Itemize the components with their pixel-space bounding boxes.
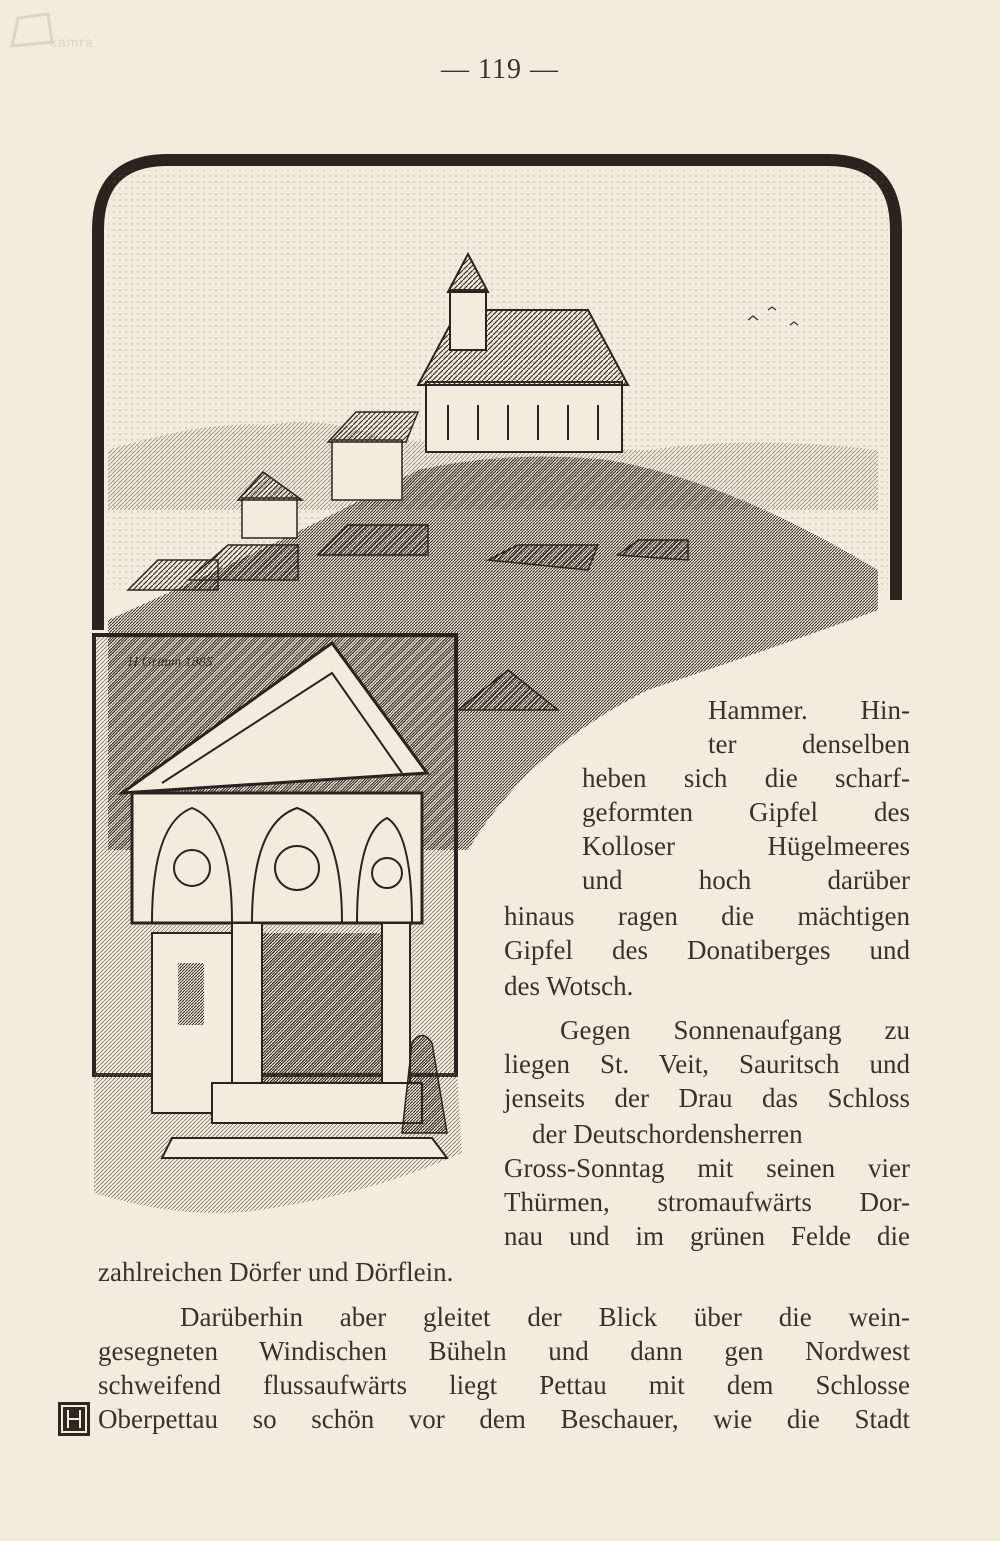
body-line: liegen St. Veit, Sauritsch und [504,1049,910,1079]
body-line: Gross-Sonntag mit seinen vier [504,1153,910,1183]
body-line: Hammer. Hin- [708,695,910,725]
artist-signature: H.Grimm 1885 [128,655,213,670]
body-line: zahlreichen Dörfer und Dörflein. [98,1257,454,1287]
body-line: Kolloser Hügelmeeres [582,831,910,861]
watermark-text: kamra [50,34,94,50]
body-line: des Wotsch. [504,971,634,1001]
body-line: nau und im grünen Felde die [504,1221,910,1251]
body-line: ter denselben [708,729,910,759]
gothic-shrine-illustration [92,633,464,1223]
ornament-icon [58,1402,90,1436]
body-line: schweifend flussaufwärts liegt Pettau mit dem Schlosse [98,1370,910,1400]
body-line: heben sich die scharf- [582,763,910,793]
body-line: der Deutschordensherren [532,1119,803,1149]
body-line: geformten Gipfel des [582,797,910,827]
body-line: Thürmen, stromaufwärts Dor- [504,1187,910,1217]
body-line: Gegen Sonnenaufgang zu [560,1015,910,1045]
ornamental-initial [58,1402,90,1436]
body-line: hinaus ragen die mächtigen [504,901,910,931]
body-line: und hoch darüber [582,865,910,895]
body-line: jenseits der Drau das Schloss [504,1083,910,1113]
body-line: gesegneten Windischen Büheln und dann gen Nordwest [98,1336,910,1366]
body-line: Darüberhin aber gleitet der Blick über die wein- [180,1302,910,1332]
watermark-logo [8,12,118,52]
body-line: Oberpettau so schön vor dem Beschauer, wie die Stadt [98,1404,910,1434]
body-line: Gipfel des Donatiberges und [504,935,910,965]
shrine-drawing [92,633,464,1223]
page-number: — 119 — [441,54,559,85]
